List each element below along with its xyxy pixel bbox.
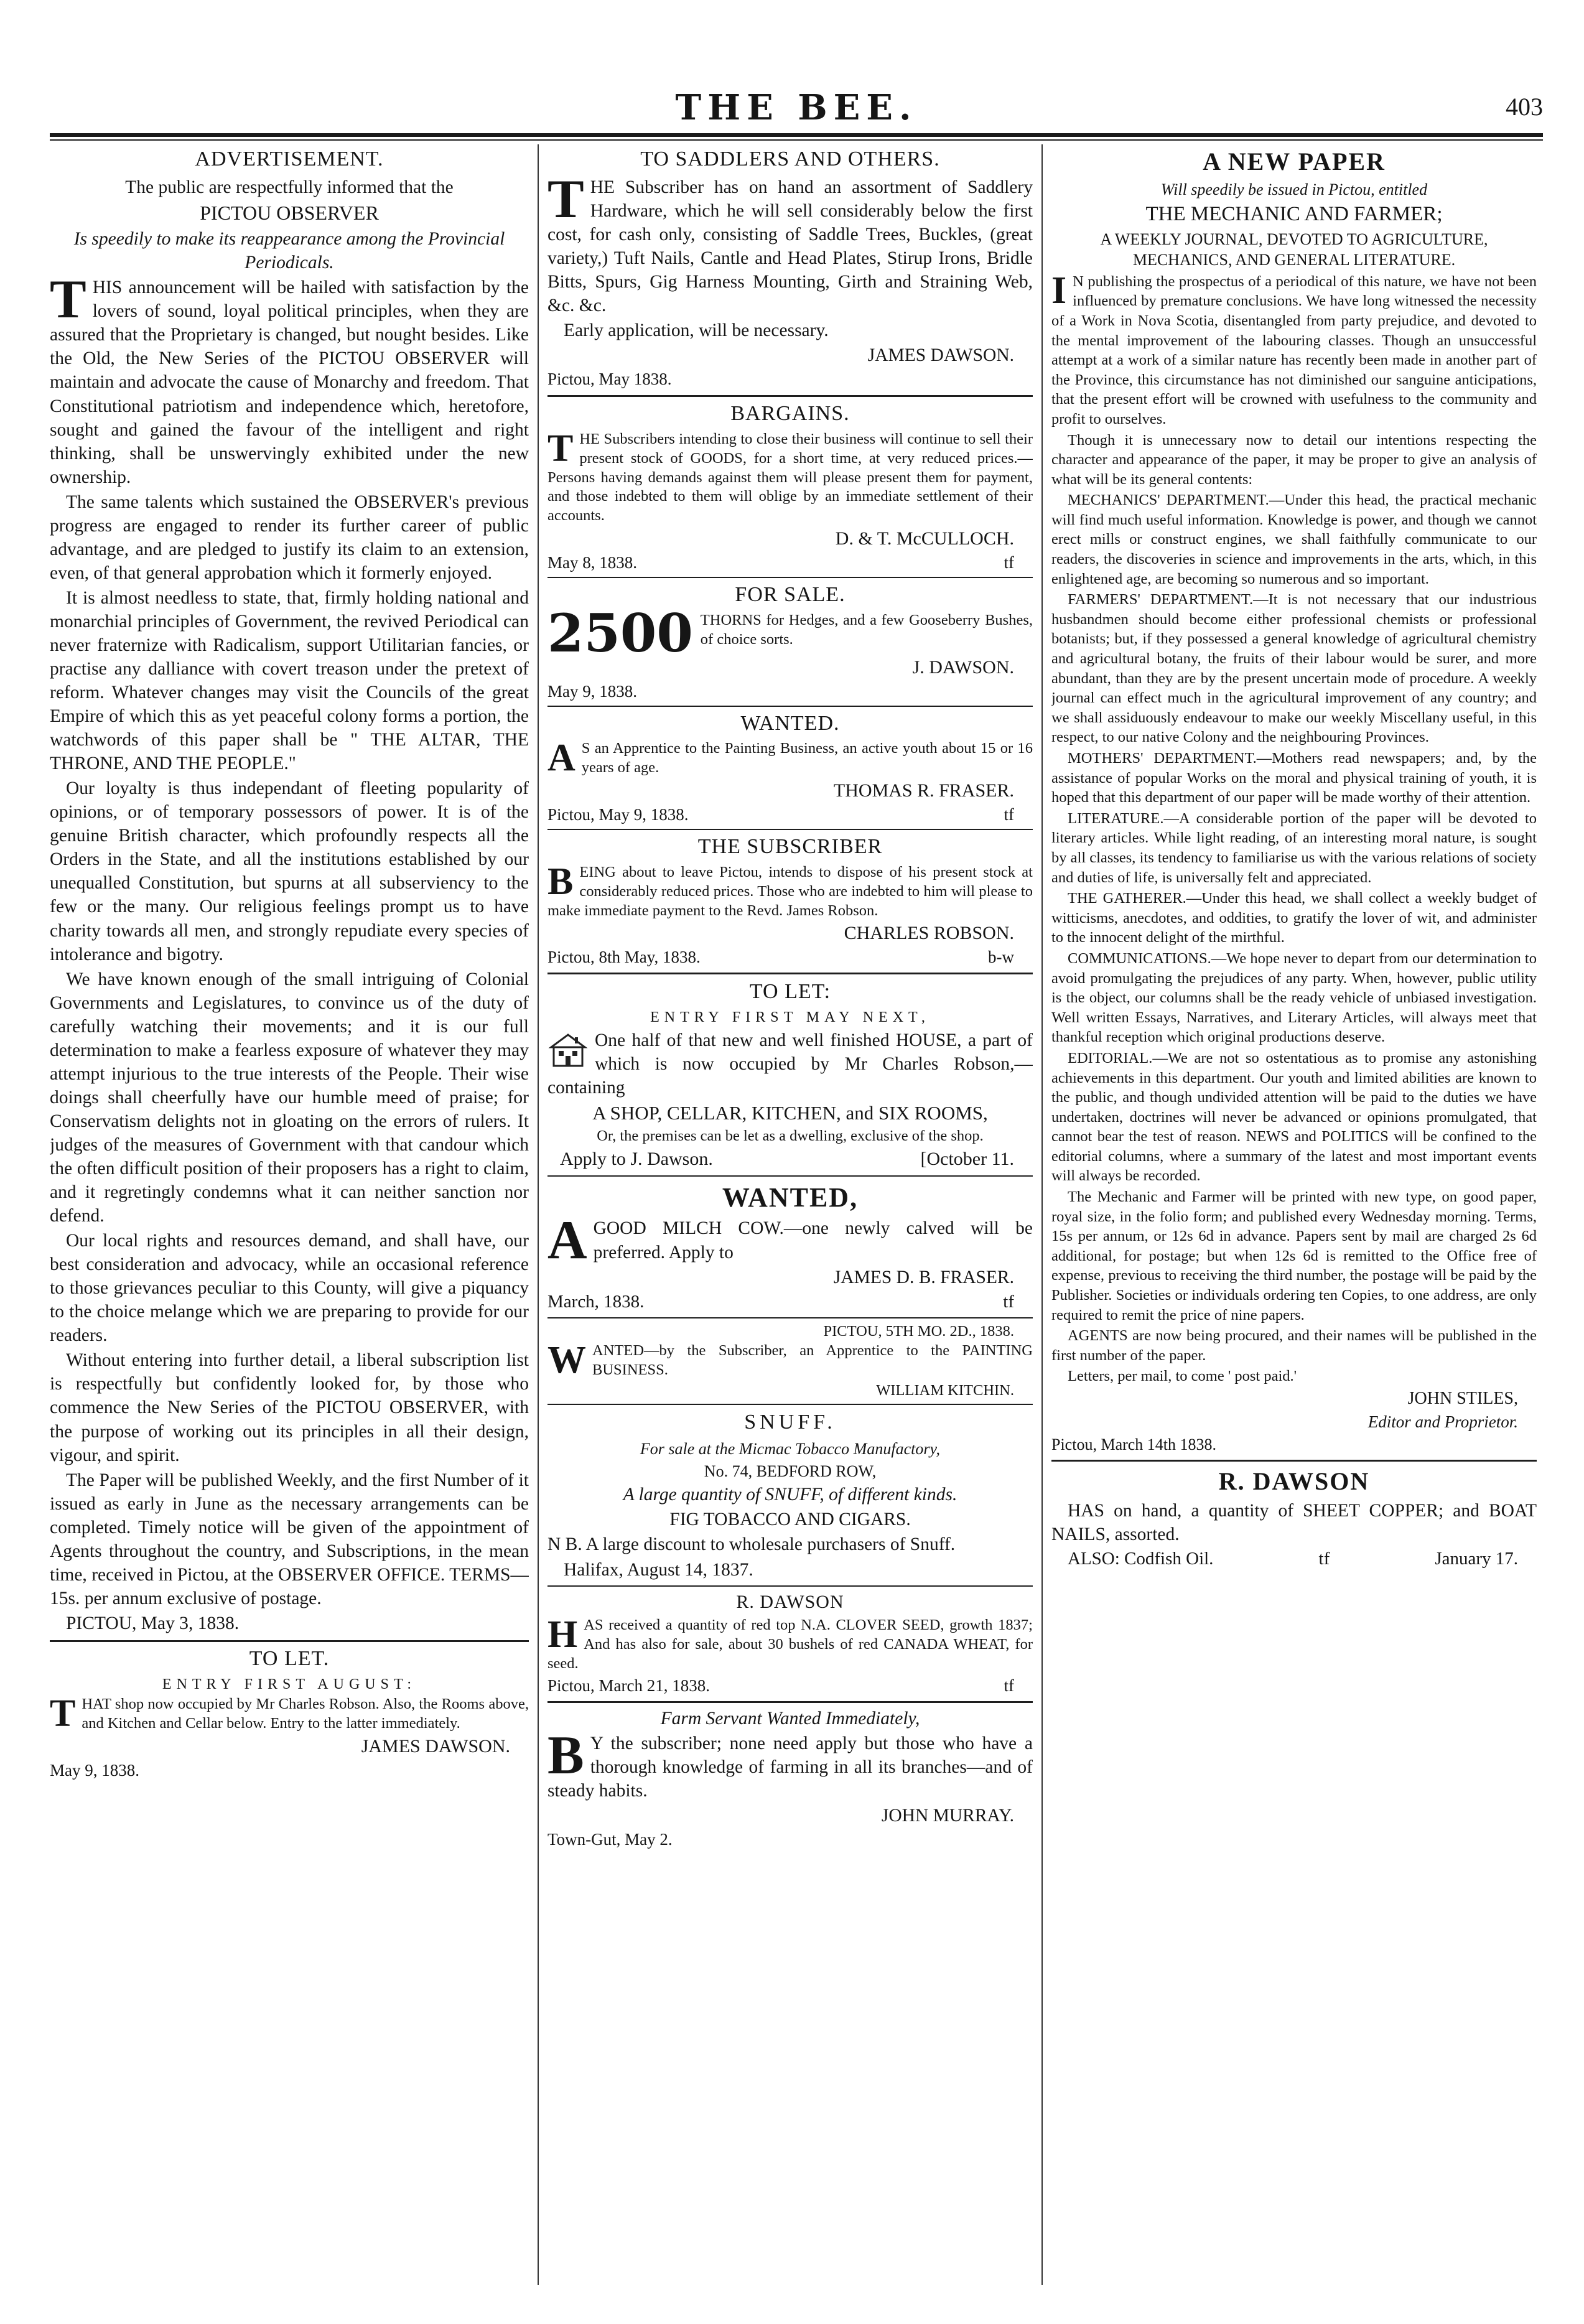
ad-signature: WILLIAM KITCHIN. [876,1381,1014,1399]
ad-date: Pictou, March 21, 1838. [547,1676,710,1695]
ad-paragraph: HIS announcement will be hailed with satisfaction by the lovers of sound, loyal political principles, when they are assured that the Proprietary is changed, but nought besides. Like the Old, the New Series of the PICTOU OBSERVER will maintain and advocate the cause of Monarchy and freedom. That Constitutional patriotism and independence which, heretofore, sought and gained the favour of the intelligent and right thinking, shall be unswervingly exhibited under the new ownership. [50,278,529,487]
ad-signature-role: Editor and Proprietor. [1367,1412,1518,1432]
drop-cap: T [50,1692,76,1735]
subscriber-advertisement [547,834,1033,968]
bargains-advertisement [547,401,1033,573]
ad-date: Town-Gut, May 2. [547,1830,673,1849]
ad-heading: TO LET. [249,1646,330,1670]
ad-signature: THOMAS R. FRASER. [833,780,1014,801]
ad-body: HE Subscriber has on hand an assortment of Saddlery Hardware, which he will sell considerably below the first cost, for cash only, consisting of Saddle Trees, Buckles, (great variety,) Tuft Nails, Cantle and Head Plates, Stirup Irons, Bridle Bitts, Spurs, Gig Harness Mounting, Girth and Straining Web, &c. &c. [547,177,1033,316]
wanted-apprentice-advertisement [547,711,1033,825]
ad-intro: The public are respectfully informed that the [125,177,454,197]
drop-cap: T [547,169,584,230]
prospectus-paragraph: The Mechanic and Farmer will be printed with new type, on good paper, royal size, in the folio form; and published every Wednesday morning. Terms, 15s per annum, or 12s 6d in advance. Papers sent by mail are charged 2s 6d additional, for postage; but when 12s 6d is remitted to the Office free of expense, previous to receiving the third number, the postage will be paid by the Publisher. Societies or individuals ordering ten Copies, to one address, are only required to remit the price of nine papers. [1051,1188,1537,1323]
ad-date: May 8, 1838. [547,553,637,572]
ad-separator [1051,1460,1537,1462]
prospectus-paragraph: EDITORIAL.—We are not so ostentatious as to promise any astonishing achievements in this department. Our youth and limited abilities are known to the public, and though undivided attention will be paid to the duties we have undertaken, doctrines will never be advanced or opinions promulgated, that cannot bear the test of reason. NEWS and POLITICS will be confined to the editorial columns, where a summary of the latest and most important events will always be recorded. [1051,1049,1537,1185]
ad-separator [547,577,1033,578]
ad-date: May 9, 1838. [50,1760,139,1780]
thorn-quantity: 2500 [547,602,693,664]
ad-date: January 17. [1435,1549,1518,1569]
ad-body: THORNS for Hedges, and a few Gooseberry Bushes, of choice sorts. [700,611,1033,648]
ad-heading: TO LET: [749,980,831,1004]
ad-heading: Farm Servant Wanted Immediately, [660,1708,920,1729]
to-let-house-advertisement [547,978,1033,1171]
to-let-advertisement [50,1646,529,1781]
for-sale-advertisement [547,582,1033,702]
ad-line: FIG TOBACCO AND CIGARS. [669,1510,911,1530]
ad-signature: JAMES D. B. FRASER. [833,1267,1014,1287]
column-2 [547,144,1033,2285]
ad-mark: tf [1004,805,1014,824]
column-divider [1041,144,1043,2285]
ad-paragraph: Without entering into further detail, a liberal subscription list is respectfully but confidently looked for, by those who commence the New Series of the PICTOU OBSERVER, with the purpose of working out its principles in all their design, vigour, and spirit. [50,1350,529,1465]
ad-body: S an Apprentice to the Painting Business, an active youth about 15 or 16 years of age. [581,740,1033,777]
prospectus-paragraph: N publishing the prospectus of a periodical of this nature, we have not been influenced by premature conclusions. We have long witnessed the necessity of a Work in Nova Scotia, disentangled from party prejudice, and devoted to the mental improvement of the labouring classes. Though an unsuccessful attempt at a work of a similar nature has recently been made in another part of the Province, this circumstance has not diminished our sanguine anticipations, that the present effort will be crowned with usefulness to the community and profit to ourselves. [1051,273,1537,427]
ad-heading: TO SADDLERS AND OTHERS. [640,147,940,170]
ad-heading: FOR SALE. [735,583,846,606]
ad-heading: R. DAWSON [736,1591,844,1612]
ad-body: AS received a quantity of red top N.A. CLOVER SEED, growth 1837; And has also for sale, about 30 bushels of red CANADA WHEAT, for seed. [547,1617,1033,1673]
clover-seed-advertisement [547,1590,1033,1696]
masthead [50,87,1543,131]
ad-tagline: Is speedily to make its reappearance among the Provincial Periodicals. [73,229,505,273]
ad-separator [547,706,1033,707]
ad-heading: SNUFF. [744,1411,836,1434]
ad-body: EING about to leave Pictou, intends to dispose of his present stock at considerably reduced prices. Those who are indebted to him will please to make immediate payment to the Revd. James Robson. [547,863,1033,919]
dawson-copper-advertisement [1051,1465,1537,1570]
ad-paragraph: It is almost needless to state, that, firmly holding national and monarchial principles of Government, the revived Periodical can never fraternize with Radicalism, support Utilitarian fancies, or practise any dalliance with covert treason under the pretext of reform. Whatever changes may visit the Councils of the great Empire of which this as yet peaceful colony forms a portion, the watchwords of this paper shall be " THE ALTAR, THE THRONE, AND THE PEOPLE." [50,587,529,774]
ad-body: Y the subscriber; none need apply but those who have a thorough knowledge of farming in all its branches—and of steady habits. [547,1733,1033,1801]
ad-heading: ADVERTISEMENT. [195,147,384,170]
column-1 [50,144,529,2285]
ad-subheading: Will speedily be issued in Pictou, entitled [1160,180,1428,198]
ad-date: PICTOU, May 3, 1838. [66,1613,240,1633]
ad-heading: BARGAINS. [730,402,850,426]
ad-also: ALSO: Codfish Oil. [1068,1549,1214,1569]
ad-date: Pictou, 8th May, 1838. [547,948,701,967]
ad-paragraph: Our local rights and resources demand, and shall have, our best consideration and advocacy, while an occasional reference to those grievances peculiar to this County, will give a piquancy to the choice melange which we are preparing to provide for our readers. [50,1231,529,1346]
ad-separator [547,1404,1033,1405]
ad-paragraph: Our loyalty is thus independant of fleeting popularity of opinions, or of temporary possessors of power. It is of the genuine British character, which profoundly respects all the Orders in the State, and all the institutions established by our unequalled Constitution, but spurns at all subserviency to the few or the many. Our religious feelings prompt us to have charity towards all men, and strongly repudiate every species of intolerance and bigotry. [50,778,529,964]
ad-separator [547,1585,1033,1587]
drop-cap: I [1051,269,1067,312]
farm-servant-advertisement [547,1707,1033,1850]
ad-heading: WANTED. [740,711,840,735]
drop-cap: H [547,1613,578,1656]
ad-separator [547,395,1033,397]
ad-mark: tf [1003,1291,1014,1312]
paper-name: PICTOU OBSERVER [200,201,379,224]
ad-date: Pictou, May 9, 1838. [547,805,689,824]
masthead-rule-thin [50,139,1543,141]
ad-date: Pictou, March 14th 1838. [1051,1435,1217,1454]
prospectus-paragraph: FARMERS' DEPARTMENT.—It is not necessary that our industrious husbandmen should become either professional chemists or professional botanists; but, if they possessed a general knowledge of agricultural chemistry and agricultural botany, the fruits of their labour would be surer, and more abundant, than they are by the present uncertain mode of procedure. A weekly journal can effect much in the agricultural improvement of any country; and we shall assiduously endeavour to make our weekly Miscellany useful, in this respect, to our native Colony and the neighbouring Provinces. [1051,591,1537,746]
drop-cap: W [547,1338,586,1381]
prospectus-paragraph: AGENTS are now being procured, and their names will be published in the first number of the paper. [1051,1327,1537,1364]
ad-note: Early application, will be necessary. [564,320,829,341]
column-divider [538,144,539,2285]
ad-line: No. 74, BEDFORD ROW, [704,1462,877,1480]
page-number: 403 [1506,93,1543,121]
ad-separator [547,829,1033,830]
wanted-cow-advertisement [547,1180,1033,1314]
drop-cap: B [547,1725,584,1786]
ad-body: GOOD MILCH COW.—one newly calved will be preferred. Apply to [593,1218,1033,1262]
snuff-advertisement [547,1409,1033,1581]
drop-cap: B [547,860,574,903]
ad-note: Or, the premises can be let as a dwelling, exclusive of the shop. [597,1127,984,1145]
prospectus-paragraph: COMMUNICATIONS.—We hope never to depart from our determination to avoid promulgating the prejudices of any party. When, however, public utility is the object, our columns shall be the ready vehicle of unbiased investigation. Well written Essays, Narratives, and Literary Articles, will always meet that thankful reception which original productions deserve. [1051,950,1537,1046]
ad-signature: CHARLES ROBSON. [844,923,1014,944]
ad-separator [50,1640,529,1642]
drop-cap: A [547,737,575,780]
ad-date: Halifax, August 14, 1837. [564,1559,753,1580]
ad-separator [547,973,1033,974]
prospectus-paragraph: THE GATHERER.—Under this head, we shall collect a weekly budget of witticisms, anecdotes, and oddities, to gratify the lover of wit, and administer to the innocent delight of the mirthful. [1051,890,1537,946]
saddlers-advertisement [547,146,1033,390]
ad-mark: tf [1004,553,1014,572]
ad-body: HAS on hand, a quantity of SHEET COPPER; and BOAT NAILS, assorted. [1051,1501,1537,1545]
ad-paragraph: The Paper will be published Weekly, and the first Number of it issued as early in June as the necessary arrangements can be completed. Timely notice will be given of the appointment of Agents throughout the country, and Subscriptions, in the mean time, received in Pictou, at the OBSERVER OFFICE. TERMS—15s. per annum exclusive of postage. [50,1470,529,1608]
ad-signature: JAMES DAWSON. [867,345,1014,366]
painting-apprentice-advertisement [547,1322,1033,1400]
ad-line: A large quantity of SNUFF, of different kinds. [623,1485,957,1505]
ad-signature: D. & T. McCULLOCH. [835,528,1014,549]
ad-heading: R. DAWSON [1218,1467,1370,1496]
ad-line: For sale at the Micmac Tobacco Manufactory, [640,1440,941,1458]
ad-mark: b-w [988,948,1014,967]
ad-date: Pictou, May 1838. [547,370,672,389]
paper-title: THE MECHANIC AND FARMER; [1145,203,1443,226]
prospectus-paragraph: MOTHERS' DEPARTMENT.—Mothers read newspapers; and, by the assistance of popular Works on the moral and physical training of youth, it is hoped that this department of our paper will be made worthy of their attention. [1051,750,1537,806]
paper-description: A WEEKLY JOURNAL, DEVOTED TO AGRICULTURE, MECHANICS, AND GENERAL LITERATURE. [1100,230,1488,269]
drop-cap: A [547,1210,587,1271]
ad-signature: J. DAWSON. [912,656,1014,678]
new-paper-prospectus [1051,146,1537,1455]
column-3 [1051,144,1537,2285]
prospectus-paragraph: LITERATURE.—A considerable portion of the paper will be devoted to literary articles. While light reading, of an interesting moral nature, is sought by all classes, its tendency to familiarise us with the various relations of society and duties of life, is universally felt and appreciated. [1051,810,1537,886]
ad-heading: A NEW PAPER [1203,147,1386,175]
ad-dateline: PICTOU, 5TH MO. 2D., 1838. [823,1323,1014,1340]
ad-rooms: A SHOP, CELLAR, KITCHEN, and SIX ROOMS, [592,1102,988,1124]
ad-mark: tf [1004,1676,1014,1695]
ad-heading: THE SUBSCRIBER [697,835,883,858]
ad-signature: JOHN STILES, [1407,1389,1518,1408]
ad-separator [547,1175,1033,1177]
prospectus-paragraph: Letters, per mail, to come ' post paid.' [1068,1368,1297,1385]
drop-cap: T [50,269,86,330]
prospectus-paragraph: Though it is unnecessary now to detail our intentions respecting the character and appearance of the paper, it may be proper to give an analysis of what will be its general contents: [1051,431,1537,488]
ad-body: HE Subscribers intending to close their business will continue to sell their present stock of GOODS, for a short time, at very reduced prices.—Persons having demands against them will please present them for payment, and those indebted to them will oblige by an immediate settlement of their accounts. [547,430,1033,525]
ad-date: May 9, 1838. [547,681,637,701]
ad-paragraph: The same talents which sustained the OBSERVER's previous progress are engaged to render its further career of public advantage, and are pledged to justify its claim to an extension, even, of that general approbation which it formerly enjoyed. [50,492,529,583]
masthead-rule [50,133,1543,137]
ad-signature: JAMES DAWSON. [361,1735,510,1757]
ad-heading: WANTED, [722,1182,859,1213]
ad-paragraph: We have known enough of the small intriguing of Colonial Governments and Legislatures, to convince us of the duty of carefully watching their movements; and it is our full determination to make a fearless exposure of whatever they may attempt injurious to the true interests of the People. Their wise doings shall cheerfully have our humble meed of praise; for Conservatism delights not in gloating on the errors of rulers. It judges of the measures of Government with that candour which the often difficult position of their proposers has a right to claim, and it regretingly condemns what it can neither sanction nor defend. [50,969,529,1226]
ad-entry: ENTRY FIRST AUGUST: [162,1676,417,1692]
ad-line: N B. A large discount to wholesale purchasers of Snuff. [547,1534,956,1555]
prospectus-paragraph: MECHANICS' DEPARTMENT.—Under this head, the practical mechanic will find much useful information. Knowledge is power, and though we cannot erect mills or construct engines, we shall faithfully communicate to our readers, the discoveries in science and improvements in the arts, which, in this enlightened age, are becoming so numerous and so important. [1051,492,1537,587]
ad-body: One half of that new and well finished HOUSE, a part of which is now occupied by Mr Charles Robson,—containing [547,1030,1033,1098]
ad-body: ANTED—by the Subscriber, an Apprentice to the PAINTING BUSINESS. [592,1342,1033,1378]
drop-cap: T [547,427,574,470]
ad-entry: ENTRY FIRST MAY NEXT, [650,1009,930,1026]
ad-separator [547,1701,1033,1703]
ad-signature: JOHN MURRAY. [881,1806,1014,1826]
ad-body: HAT shop now occupied by Mr Charles Robson. Also, the Rooms above, and Kitchen and Cellar below. Entry to the latter immediately. [82,1696,529,1732]
observer-advertisement [50,146,529,1635]
ad-date: March, 1838. [547,1291,645,1312]
ad-apply: Apply to J. Dawson. [560,1149,713,1170]
newspaper-title: THE BEE. [675,87,918,128]
ad-mark: tf [1318,1549,1330,1569]
house-icon [547,1032,589,1068]
ad-separator [547,1317,1033,1318]
ad-date: [October 11. [920,1149,1014,1170]
